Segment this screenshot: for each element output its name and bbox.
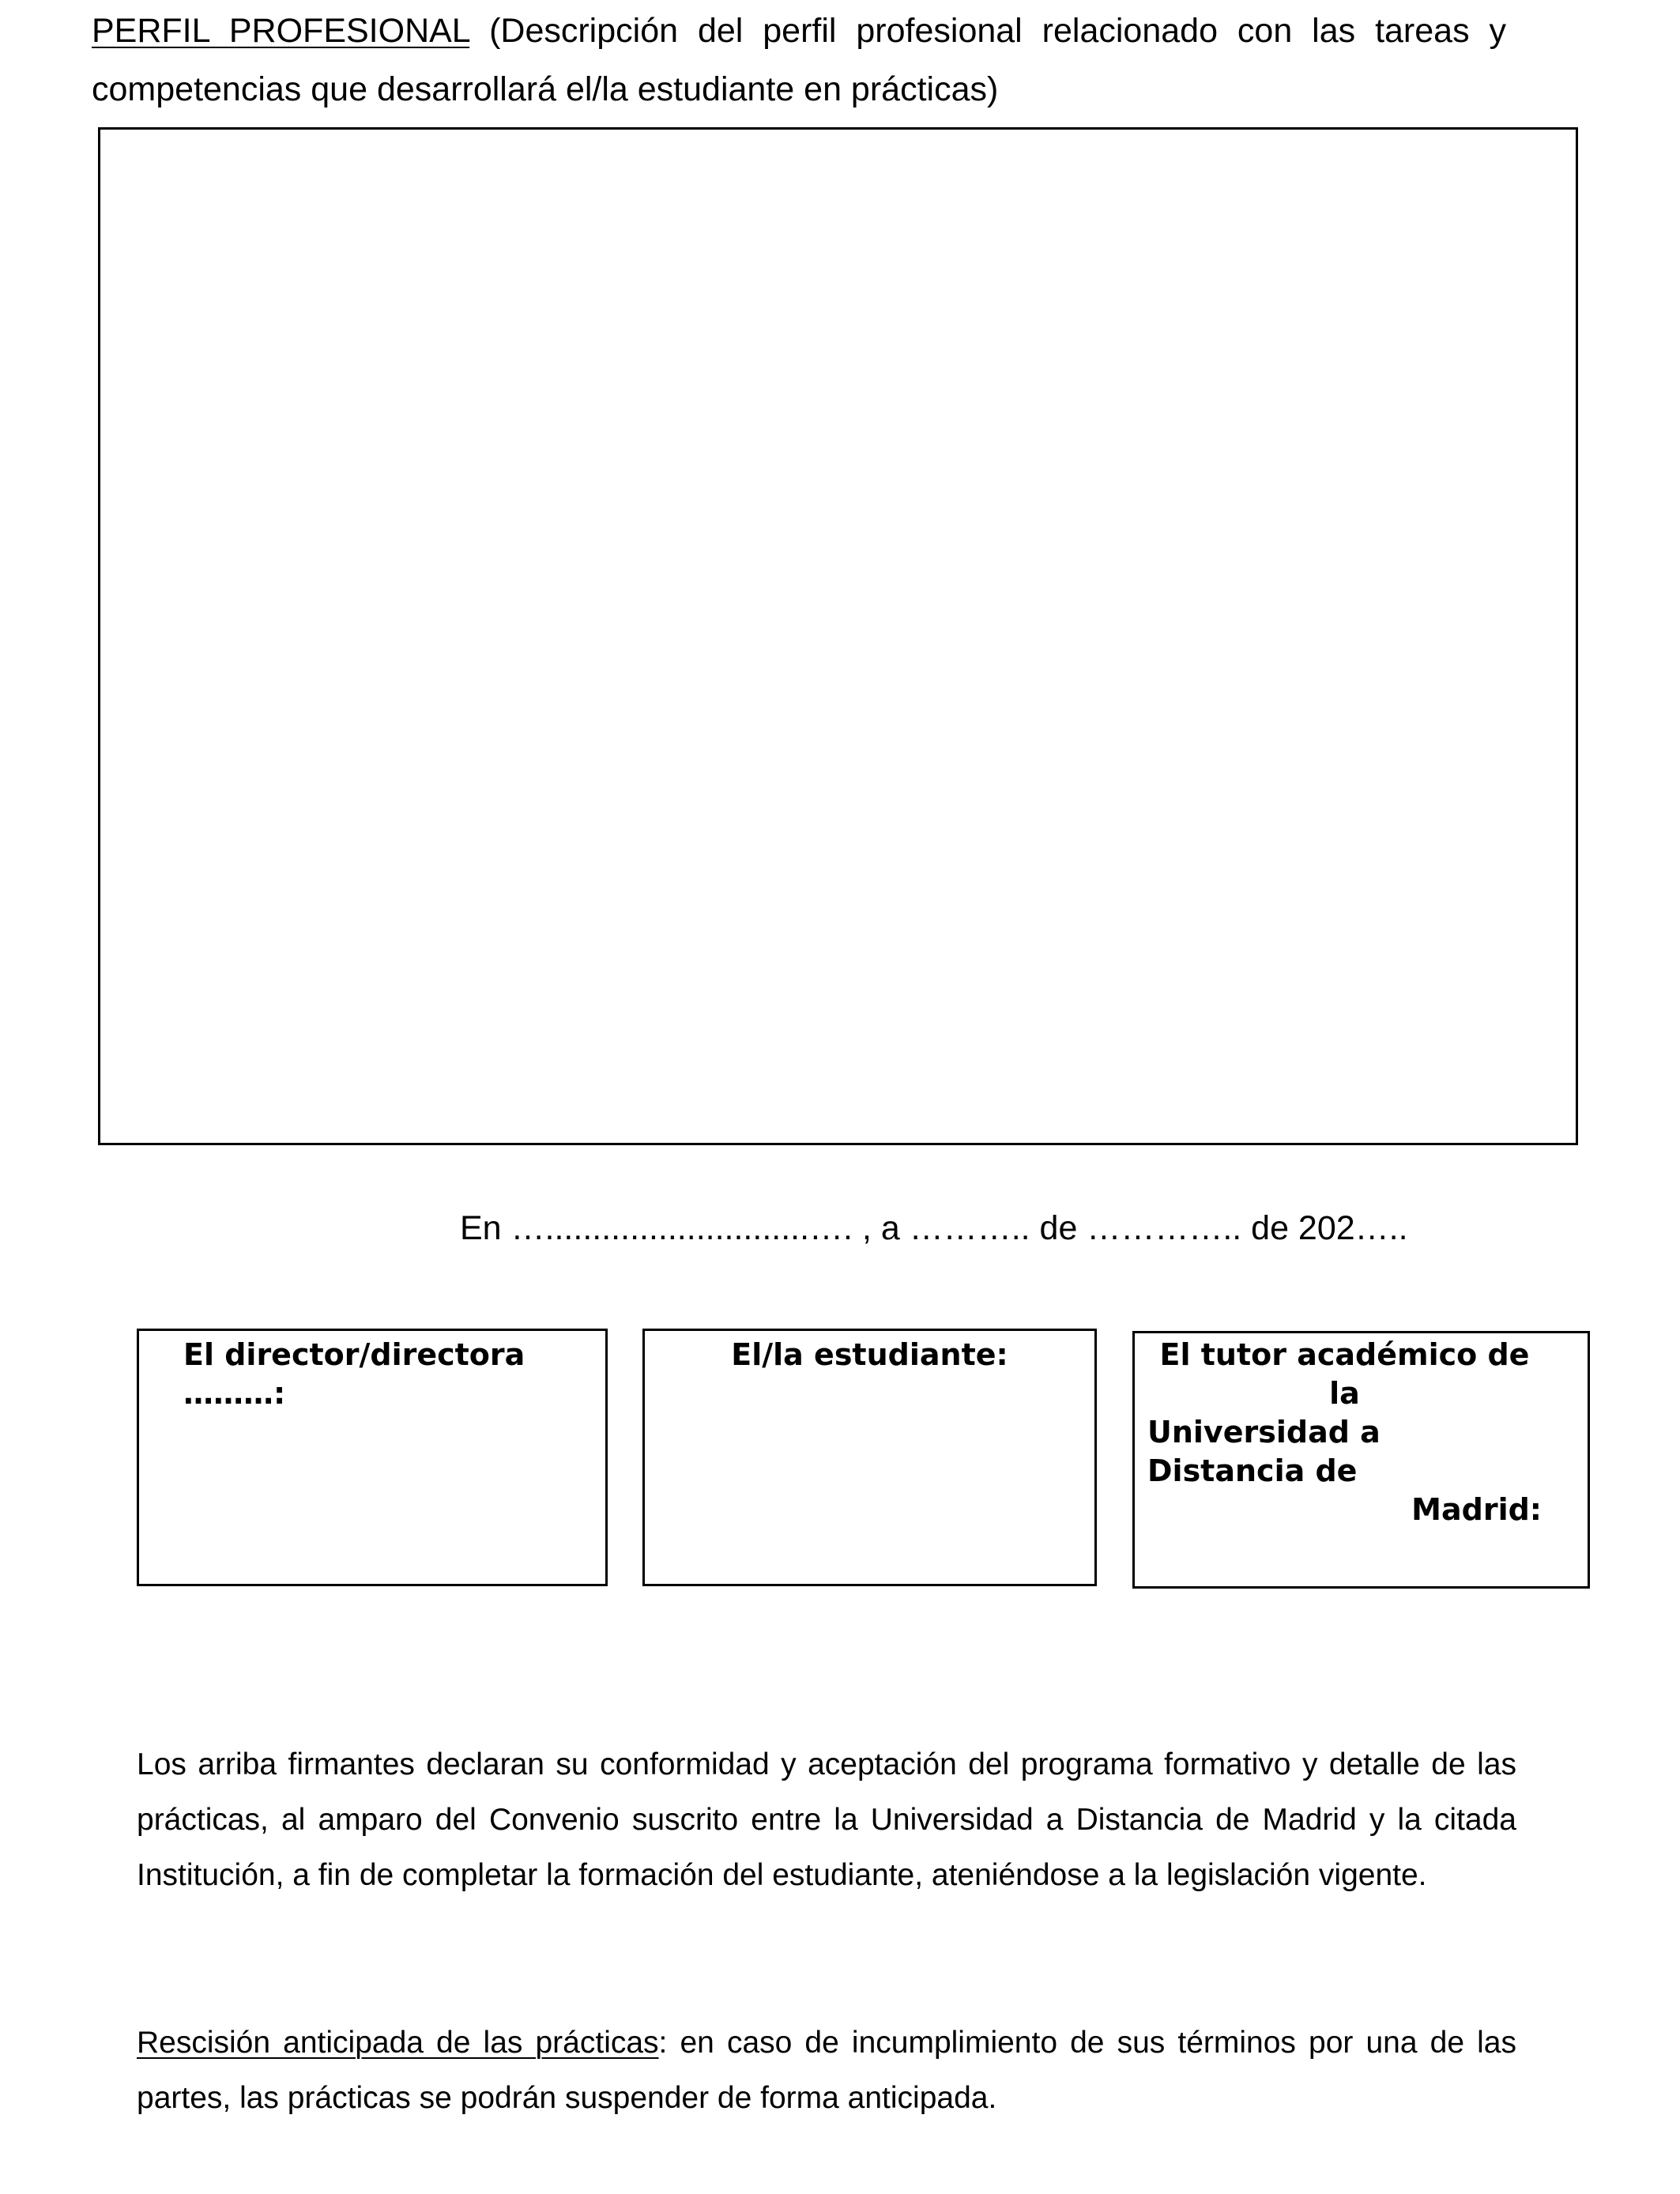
rescission-text: : en caso de incumplimiento de sus términos por una de las partes, las prácticas se podrán suspender de forma anticipada.: [137, 2026, 1516, 2115]
student-signature-label: El/la estudiante:: [731, 1337, 1008, 1372]
tutor-signature-box[interactable]: [1132, 1331, 1590, 1589]
director-signature-label: El director/directora ………:: [183, 1337, 525, 1411]
place-date-line: En …............................…. , a ……….. de ………….. de 202…..: [460, 1209, 1408, 1247]
rescission-paragraph: [137, 2015, 1516, 2126]
rescission-title: Rescisión anticipada de las prácticas: [137, 2026, 659, 2060]
tutor-signature-label-line3: Madrid:: [1411, 1492, 1542, 1527]
director-signature-box[interactable]: [137, 1329, 608, 1586]
profile-heading: [92, 2, 1506, 119]
profile-description: (Descripción del perfil profesional relacionado con las tareas y competencias que desarrollará el/la estudiante en prácticas): [92, 12, 1506, 108]
profile-title: PERFIL PROFESIONAL: [92, 12, 470, 50]
tutor-signature-label-line1: El tutor académico de la: [1159, 1337, 1530, 1411]
declaration-paragraph: Los arriba firmantes declaran su conformidad y aceptación del programa formativo y detalle de las prácticas, al amparo del Convenio suscrito entre la Universidad a Distancia de Madrid y la citada Institución, a fin de completar la formación del estudiante, ateniéndose a la legislación vigente.: [137, 1747, 1516, 1892]
profile-description-box[interactable]: [98, 127, 1578, 1145]
tutor-signature-label-line2: Universidad a Distancia de: [1147, 1415, 1381, 1488]
student-signature-box[interactable]: [642, 1329, 1097, 1586]
